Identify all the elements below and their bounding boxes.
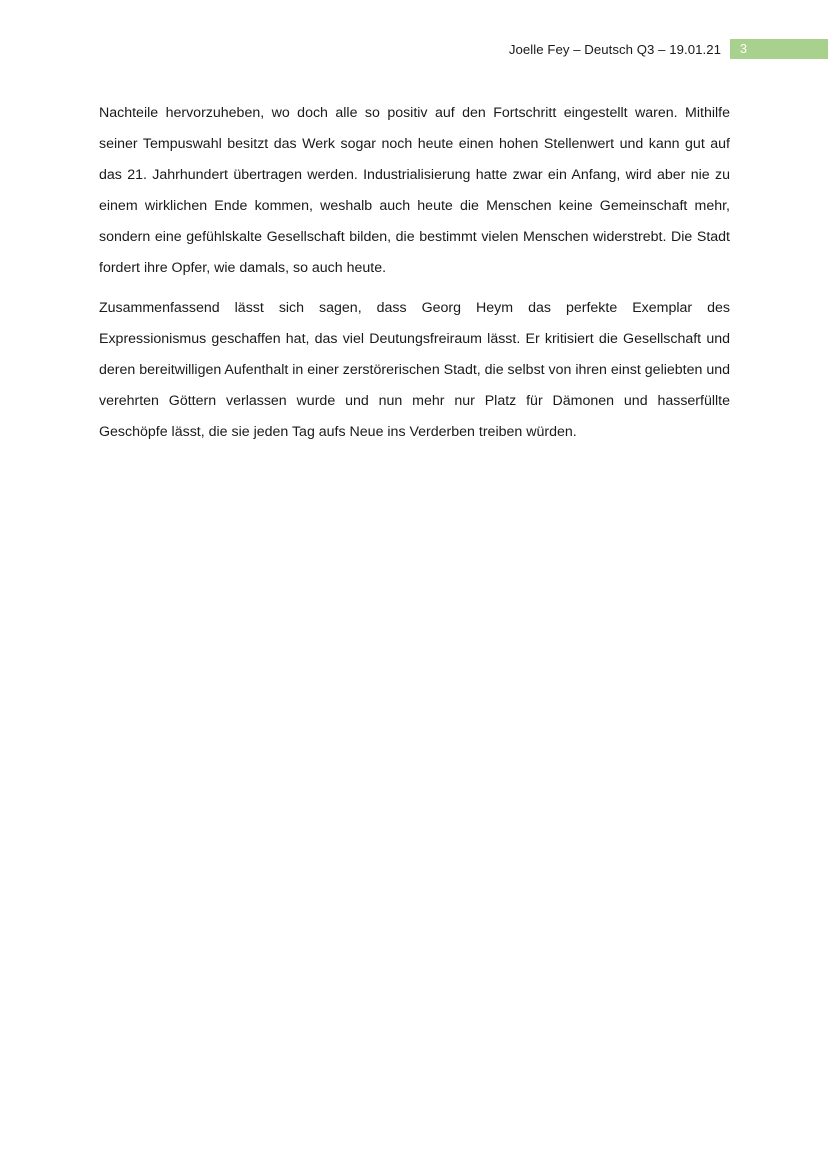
paragraph-1: Nachteile hervorzuheben, wo doch alle so positiv auf den Fortschritt eingestellt waren. Mithilfe seiner Tempuswahl besitzt das Werk sogar noch heute einen hohen Stellenwert und kann gut auf das 21. Jahrhundert übertragen werden. Industrialisierung hatte zwar ein Anfang, wird aber nie zu einem wirklichen Ende kommen, weshalb auch heute die Menschen keine Gemeinschaft mehr, sondern eine gefühlskalte Gesellschaft bilden, die bestimmt vielen Menschen widerstrebt. Die Stadt fordert ihre Opfer, wie damals, so auch heute. xyxy=(99,105,730,276)
page-number-badge: 3 xyxy=(730,39,828,59)
header-title: Joelle Fey – Deutsch Q3 – 19.01.21 xyxy=(508,41,721,57)
document-body xyxy=(99,98,730,457)
paragraph-2: Zusammenfassend lässt sich sagen, dass Georg Heym das perfekte Exemplar des Expressionismus geschaffen hat, das viel Deutungsfreiraum lässt. Er kritisiert die Gesellschaft und deren bereitwilligen Aufenthalt in einer zerstörerischen Stadt, die selbst von ihren einst geliebten und verehrten Göttern verlassen wurde und nun mehr nur Platz für Dämonen und hasserfüllte Geschöpfe lässt, die sie jeden Tag aufs Neue ins Verderben treiben würden. xyxy=(99,300,730,440)
page-header xyxy=(509,38,828,60)
